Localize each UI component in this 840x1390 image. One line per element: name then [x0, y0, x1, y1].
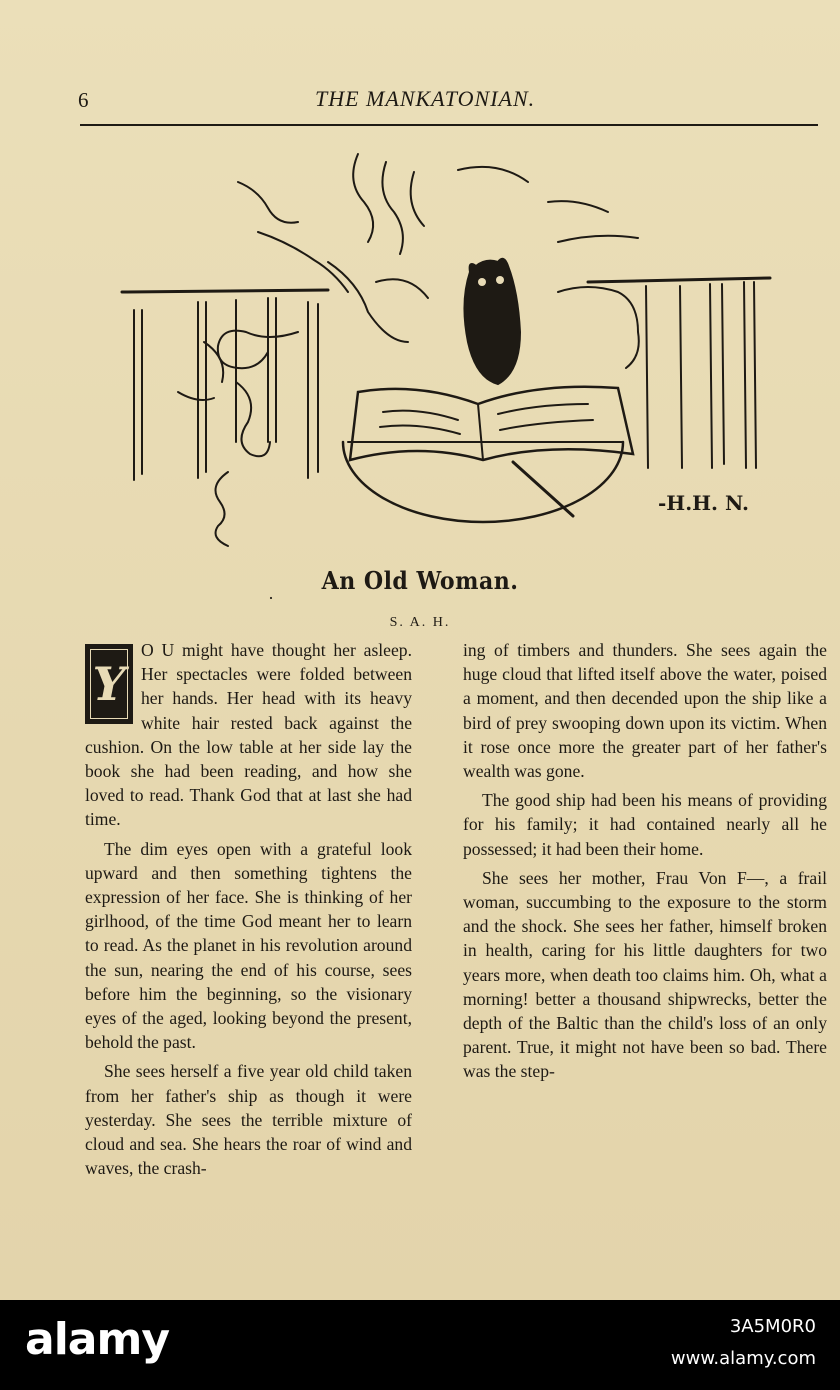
owl-on-open-book-drawing [118, 142, 778, 562]
right-column [463, 638, 827, 1084]
paragraph: ing of timbers and thunders. She sees again the huge cloud that lifted itself above the water, poised a moment, and then decended upon the ship like a bird of prey swooping down upon its victim. When it rose once more the greater part of her father's wealth was gone. [463, 640, 827, 782]
artist-signature: -H.H. N. [658, 491, 749, 515]
image-id: 3A5M0R0 [729, 1316, 816, 1337]
stock-footer [0, 1300, 840, 1390]
article-title: An Old Woman. [321, 566, 519, 595]
paragraph: The dim eyes open with a grateful look upward and then something tightens the expression of her face. She is thinking of her girlhood, of the time God meant her to learn to read. As the planet in his revolution around the sun, nearing the end of his course, sees before him the beginning, so the visionary eyes of the aged, looking beyond the present, behold the past. [85, 838, 412, 1053]
paragraph: She sees herself a five year old child taken from her father's ship as though it were yesterday. She sees the terrible mixture of cloud and sea. She hears the roar of wind and waves, the crash- [85, 1061, 412, 1179]
running-title: THE MANKATONIAN. [315, 86, 536, 111]
paragraph: The good ship had been his means of providing for his family; it had contained nearly all he possessed; it had been their home. [463, 790, 827, 859]
page-number: 6 [78, 88, 89, 112]
paragraph: She sees her mother, Frau Von F—, a frail woman, succumbing to the exposure to the storm and the shock. She sees her father, himself broken in health, caring for his little daughters for two years more, when death too claims him. Oh, what a morning! better a thousand shipwrecks, better the depth of the Baltic than the child's loss of an only parent. True, it might not have been so bad. There was the step- [463, 867, 827, 1082]
paragraph-text: O U might have thought her asleep. Her spectacles were folded between her hands. Her head with its heavy white hair rested back against the cushion. On the low table at her side lay the book she had been reading, and how she loved to read. Thank God that at last she had time. [85, 640, 412, 830]
alamy-logo: alamy [25, 1314, 169, 1365]
header-rule [80, 124, 818, 126]
article-byline: S. A. H. [389, 615, 451, 630]
left-column [85, 638, 412, 1180]
ornament-dot: · [268, 588, 274, 608]
drop-cap: Y [85, 644, 133, 724]
footer-url: www.alamy.com [670, 1348, 816, 1369]
paragraph [85, 638, 412, 832]
